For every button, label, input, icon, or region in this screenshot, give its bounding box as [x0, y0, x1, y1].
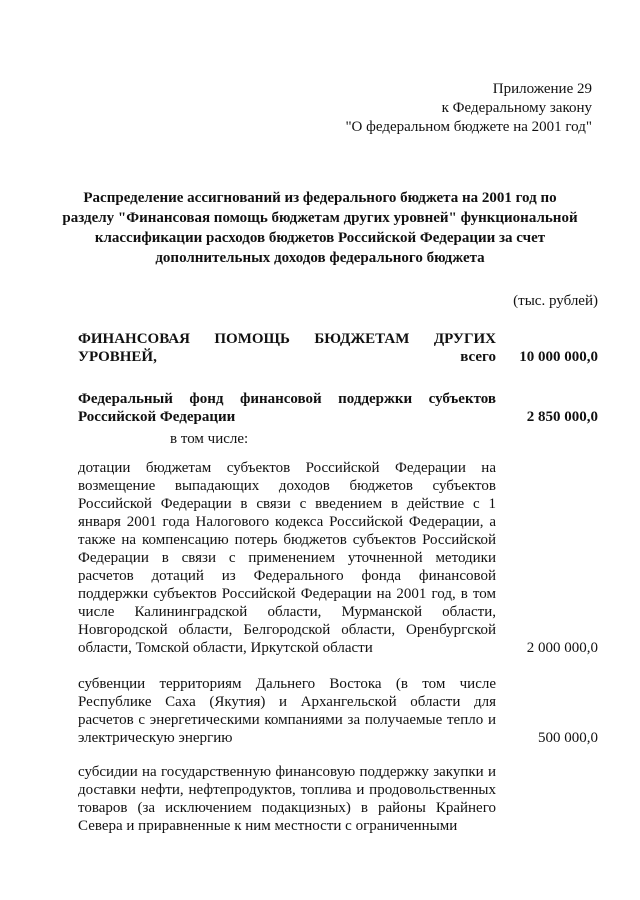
table-row-federal-fund — [78, 390, 598, 426]
appendix-law-ref: к Федеральному закону — [441, 100, 592, 116]
table-row-total — [78, 330, 598, 366]
table-row-subventions — [78, 675, 598, 747]
including-label: в том числе: — [170, 431, 249, 447]
row-description: дотации бюджетам субъектов Российской Федерации на возмещение выпадающих доходов бюджетов субъектов Российской Федерации в связи с введением в действие с 1 января 2001 года Налогового кодекса Российской Федерации, а также на компенсацию потерь бюджетов субъектов Российской Федерации в связи с применением уточненной методики расчетов дотаций из Федерального фонда финансовой поддержки субъектов Российской Федерации на 2001 год, в том числе Калининградской области, Мурманской области, Новгородской области, Белгородской области, Оренбургской области, Томской области, Иркутской области — [78, 460, 496, 656]
appendix-law-title: "О федеральном бюджете на 2001 год" — [345, 119, 592, 135]
allocation-table — [78, 330, 598, 835]
row-amount: 2 850 000,0 — [526, 409, 598, 425]
row-description: Федеральный фонд финансовой поддержки субъектов Российской Федерации — [78, 391, 496, 425]
row-description: ФИНАНСОВАЯ ПОМОЩЬ БЮДЖЕТАМ ДРУГИХ УРОВНЕЙ, всего — [78, 331, 496, 365]
table-row-subsidies — [78, 763, 598, 835]
row-amount: 10 000 000,0 — [519, 349, 598, 365]
appendix-header — [345, 80, 592, 137]
units-label: (тыс. рублей) — [513, 293, 598, 309]
document-title: Распределение ассигнований из федерального бюджета на 2001 год по разделу "Финансовая помощь бюджетам других уровней" функциональной классификации расходов бюджетов Российской Федерации за счет дополнительных доходов федерального бюджета — [62, 190, 578, 266]
row-amount: 2 000 000,0 — [526, 640, 598, 656]
row-description: субсидии на государственную финансовую поддержку закупки и доставки нефти, нефтепродуктов, топлива и продовольственных товаров (за исключением подакцизных) в районы Крайнего Севера и приравненные к ним местности с ограниченными — [78, 764, 496, 834]
appendix-number: Приложение 29 — [492, 81, 592, 97]
row-amount: 500 000,0 — [538, 730, 598, 746]
row-description: субвенции территориям Дальнего Востока (в том числе Республике Саха (Якутия) и Архангельской области для расчетов с энергетическими компаниями за получаемые тепло и электрическую энергию — [78, 676, 496, 746]
table-row-grants — [78, 459, 598, 657]
